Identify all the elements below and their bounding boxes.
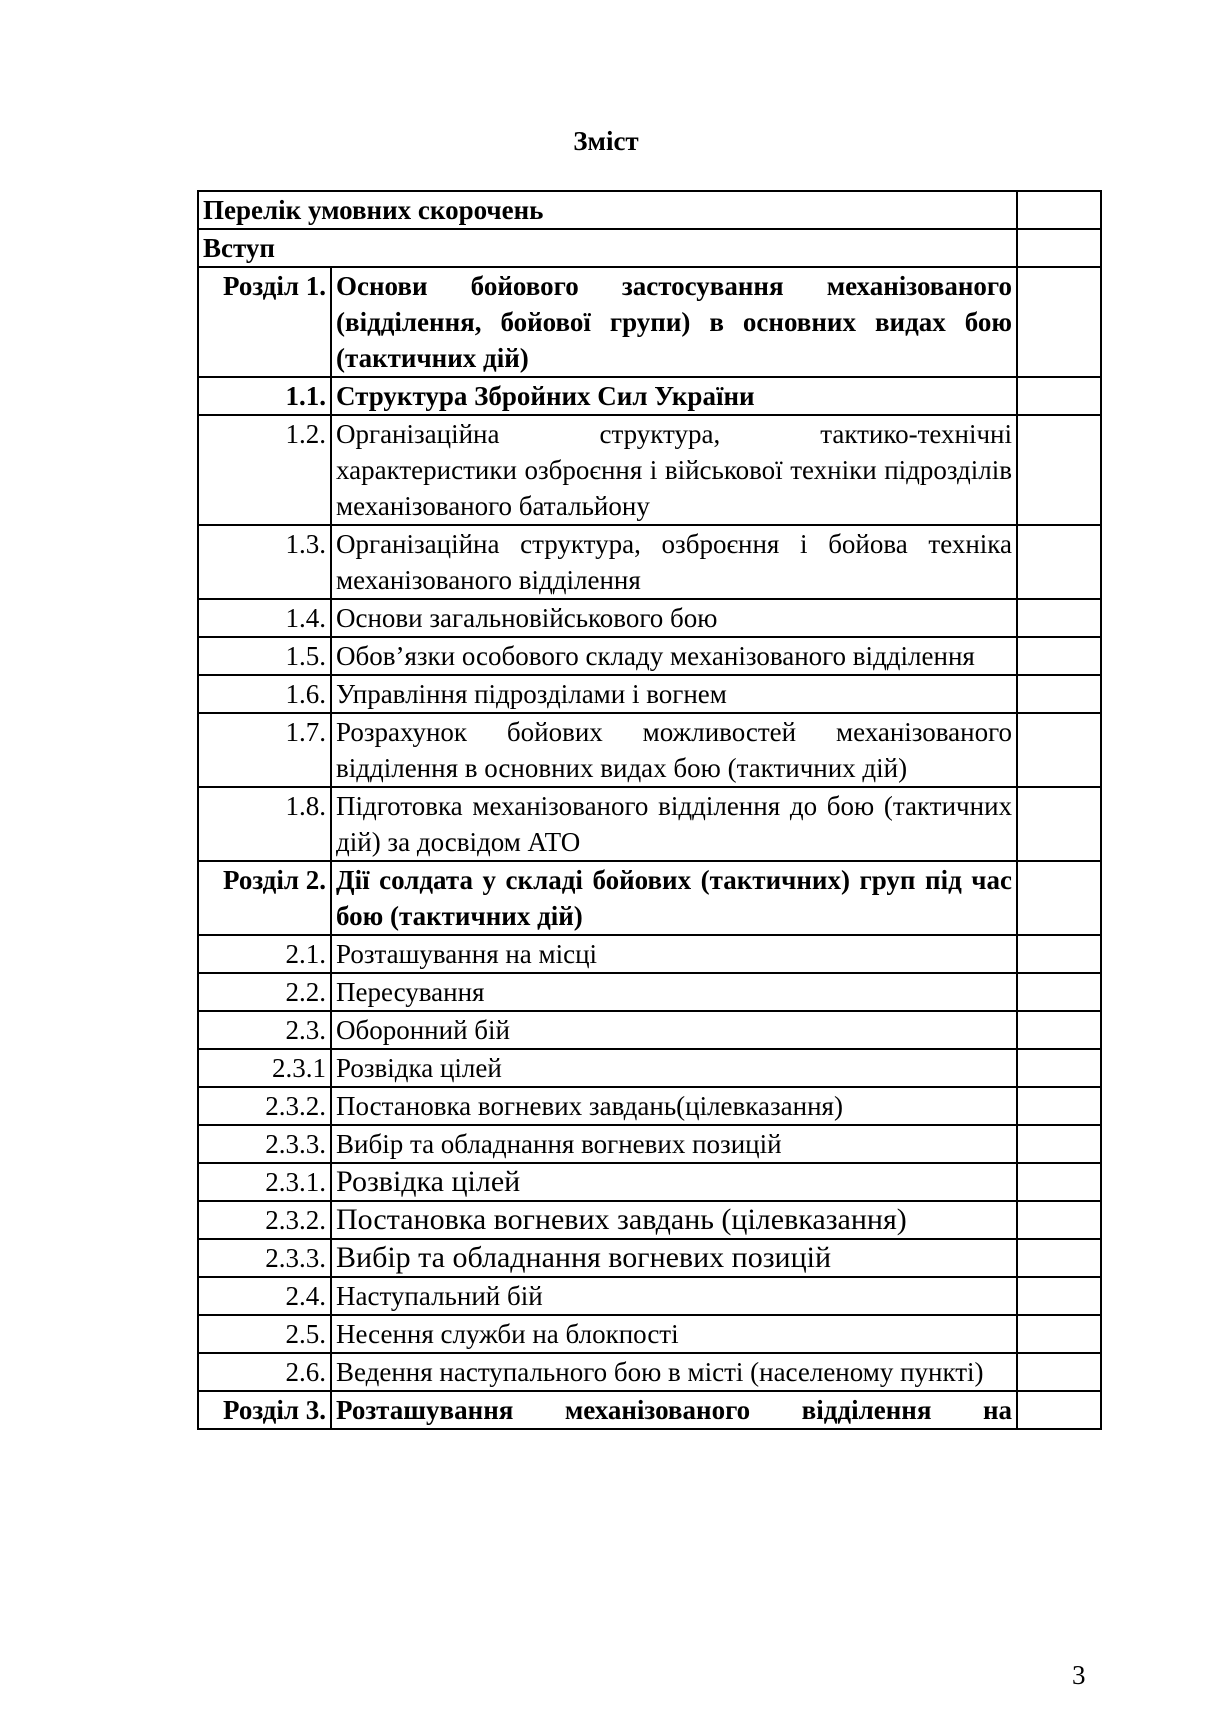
toc-entry-page <box>1017 415 1101 525</box>
toc-entry-title: Пересування <box>331 973 1017 1011</box>
toc-entry-title: Постановка вогневих завдань (цілевказання) <box>331 1201 1017 1239</box>
toc-entry-number: 2.3.2. <box>198 1087 331 1125</box>
toc-row <box>198 1391 1101 1429</box>
toc-entry-page <box>1017 1201 1101 1239</box>
toc-entry-title: Структура Збройних Сил України <box>331 377 1017 415</box>
toc-entry-page <box>1017 713 1101 787</box>
toc-entry-page <box>1017 1353 1101 1391</box>
page-number: 3 <box>1072 1660 1086 1690</box>
toc-entry-number: 1.6. <box>198 675 331 713</box>
toc-row <box>198 1087 1101 1125</box>
toc-entry-number: 2.5. <box>198 1315 331 1353</box>
toc-entry-page <box>1017 525 1101 599</box>
toc-entry-number: 2.1. <box>198 935 331 973</box>
toc-entry-number: 1.7. <box>198 713 331 787</box>
toc-row <box>198 229 1101 267</box>
toc-entry-page <box>1017 861 1101 935</box>
toc-row <box>198 637 1101 675</box>
toc-entry-number: 2.3. <box>198 1011 331 1049</box>
toc-entry-title: Вибір та обладнання вогневих позицій <box>331 1125 1017 1163</box>
toc-row <box>198 1125 1101 1163</box>
toc-entry-title: Оборонний бій <box>331 1011 1017 1049</box>
toc-entry-number: 1.5. <box>198 637 331 675</box>
toc-row <box>198 1049 1101 1087</box>
toc-row <box>198 935 1101 973</box>
toc-entry-title: Управління підрозділами і вогнем <box>331 675 1017 713</box>
toc-entry-number: 1.8. <box>198 787 331 861</box>
toc-row <box>198 267 1101 377</box>
toc-entry-number: Розділ 3. <box>198 1391 331 1429</box>
toc-entry-page <box>1017 787 1101 861</box>
toc-entry-page <box>1017 1087 1101 1125</box>
toc-entry-number: 2.3.3. <box>198 1239 331 1277</box>
toc-entry-number: 2.2. <box>198 973 331 1011</box>
toc-row <box>198 675 1101 713</box>
toc-entry-page <box>1017 935 1101 973</box>
toc-row <box>198 415 1101 525</box>
toc-entry-title: Розташування механізованого відділення на <box>331 1391 1017 1429</box>
toc-entry-number: Розділ 2. <box>198 861 331 935</box>
toc-entry-title: Перелік умовних скорочень <box>198 191 1017 229</box>
toc-entry-number: 1.4. <box>198 599 331 637</box>
toc-entry-page <box>1017 1277 1101 1315</box>
toc-entry-page <box>1017 973 1101 1011</box>
toc-entry-number: 1.1. <box>198 377 331 415</box>
toc-entry-number: 2.3.1. <box>198 1163 331 1201</box>
toc-entry-title: Організаційна структура, озброєння і бойова техніка механізованого відділення <box>331 525 1017 599</box>
toc-entry-number: 1.2. <box>198 415 331 525</box>
toc-row <box>198 525 1101 599</box>
toc-entry-page <box>1017 599 1101 637</box>
toc-entry-title: Несення служби на блокпості <box>331 1315 1017 1353</box>
toc-row <box>198 1277 1101 1315</box>
toc-row <box>198 377 1101 415</box>
toc-entry-title: Постановка вогневих завдань(цілевказання) <box>331 1087 1017 1125</box>
toc-row <box>198 861 1101 935</box>
toc-entry-number: 2.3.2. <box>198 1201 331 1239</box>
toc-entry-page <box>1017 1315 1101 1353</box>
toc-entry-number: 2.3.1 <box>198 1049 331 1087</box>
toc-row <box>198 1239 1101 1277</box>
toc-entry-page <box>1017 191 1101 229</box>
toc-entry-title: Основи бойового застосування механізованого (відділення, бойової групи) в основних видах бою (тактичних дій) <box>331 267 1017 377</box>
toc-entry-page <box>1017 1125 1101 1163</box>
toc-entry-page <box>1017 229 1101 267</box>
toc-row <box>198 191 1101 229</box>
toc-entry-page <box>1017 1011 1101 1049</box>
toc-entry-number: 2.6. <box>198 1353 331 1391</box>
toc-entry-title: Наступальний бій <box>331 1277 1017 1315</box>
toc-row <box>198 1163 1101 1201</box>
toc-entry-page <box>1017 377 1101 415</box>
toc-entry-page <box>1017 637 1101 675</box>
toc-entry-page <box>1017 1391 1101 1429</box>
toc-row <box>198 713 1101 787</box>
toc-row <box>198 787 1101 861</box>
toc-entry-number: 1.3. <box>198 525 331 599</box>
toc-row <box>198 1353 1101 1391</box>
toc-entry-title: Розвідка цілей <box>331 1163 1017 1201</box>
page-title: Зміст <box>573 126 639 156</box>
toc-entry-title: Розрахунок бойових можливостей механізованого відділення в основних видах бою (тактичних дій) <box>331 713 1017 787</box>
toc-entry-title: Розвідка цілей <box>331 1049 1017 1087</box>
toc-entry-title: Ведення наступального бою в місті (населеному пункті) <box>331 1353 1017 1391</box>
toc-row <box>198 1011 1101 1049</box>
table-of-contents <box>197 190 1102 1430</box>
toc-entry-title: Дії солдата у складі бойових (тактичних) груп під час бою (тактичних дій) <box>331 861 1017 935</box>
toc-entry-page <box>1017 1239 1101 1277</box>
toc-entry-page <box>1017 1163 1101 1201</box>
toc-row <box>198 599 1101 637</box>
toc-entry-title: Підготовка механізованого відділення до бою (тактичних дій) за досвідом АТО <box>331 787 1017 861</box>
toc-entry-title: Організаційна структура, тактико-технічні характеристики озброєння і військової техніки підрозділів механізованого батальйону <box>331 415 1017 525</box>
toc-row <box>198 1201 1101 1239</box>
toc-entry-title: Основи загальновійськового бою <box>331 599 1017 637</box>
toc-entry-page <box>1017 675 1101 713</box>
toc-entry-page <box>1017 1049 1101 1087</box>
toc-entry-number: Розділ 1. <box>198 267 331 377</box>
toc-entry-title: Вступ <box>198 229 1017 267</box>
toc-entry-number: 2.3.3. <box>198 1125 331 1163</box>
toc-entry-title: Обов’язки особового складу механізованого відділення <box>331 637 1017 675</box>
toc-entry-number: 2.4. <box>198 1277 331 1315</box>
toc-entry-title: Вибір та обладнання вогневих позицій <box>331 1239 1017 1277</box>
toc-entry-title: Розташування на місці <box>331 935 1017 973</box>
toc-entry-page <box>1017 267 1101 377</box>
toc-row <box>198 1315 1101 1353</box>
toc-row <box>198 973 1101 1011</box>
